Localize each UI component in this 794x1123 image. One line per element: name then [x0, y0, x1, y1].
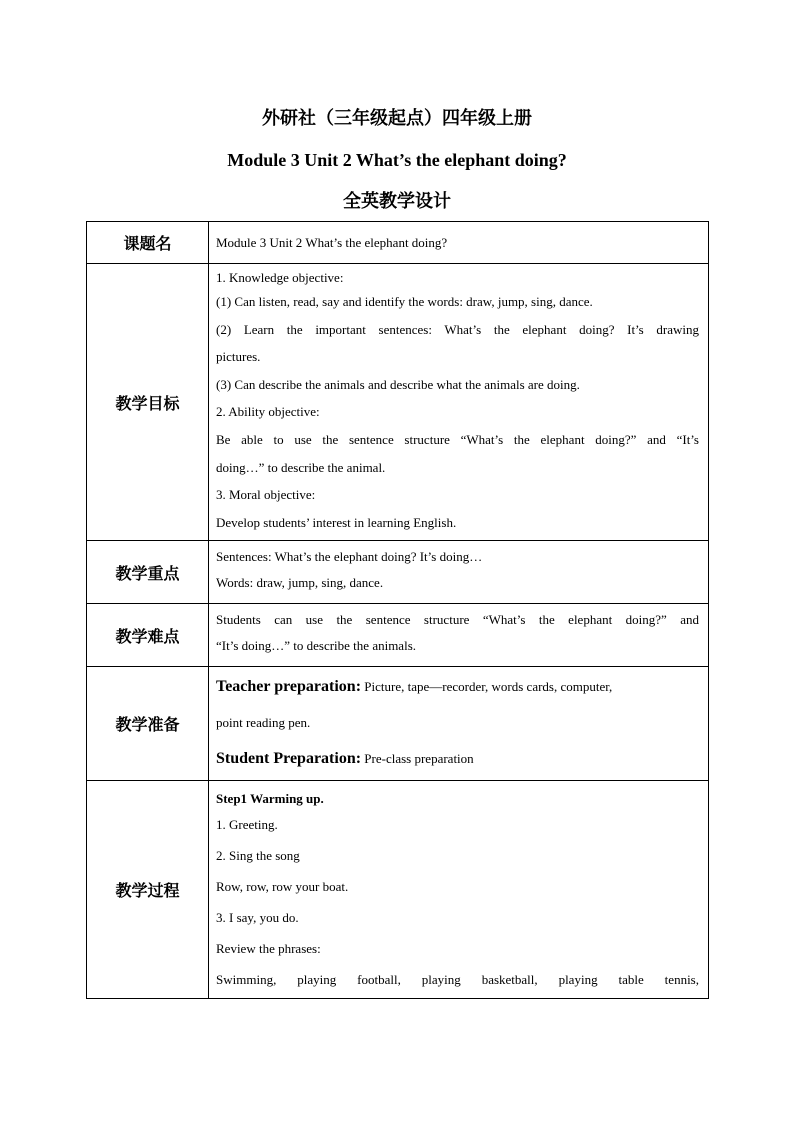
objective-line: (3) Can describe the animals and describe what the animals are doing. — [216, 376, 580, 392]
objective-line: doing…” to describe the animal. — [216, 459, 386, 475]
page-title-chinese: 外研社（三年级起点）四年级上册 — [262, 108, 532, 129]
process-cell — [209, 781, 709, 999]
student-preparation-label: Student Preparation: — [216, 750, 362, 767]
process-line: Review the phrases: — [216, 941, 321, 956]
objective-line: 1. Knowledge objective: — [216, 270, 344, 285]
objective-line: (2) Learn the important sentences: What’s the elephant doing? It’s drawing — [216, 321, 699, 337]
objective-line: Develop students’ interest in learning English. — [216, 514, 457, 530]
objective-line: Be able to use the sentence structure “What’s the elephant doing?” and “It’s — [216, 431, 699, 447]
student-preparation-line — [216, 747, 699, 771]
difficult-point-line: “It’s doing…” to describe the animals. — [216, 638, 417, 653]
difficult-point-line: Students can use the sentence structure “What’s the elephant doing?” and — [216, 612, 699, 627]
table-row-key-points — [87, 541, 709, 604]
row-label-topic: 课题名 — [87, 222, 209, 264]
table-row-difficult-points — [87, 604, 709, 667]
key-point-line: Words: draw, jump, sing, dance. — [216, 575, 384, 590]
teacher-preparation-line-2: point reading pen. — [216, 715, 311, 730]
objective-line: 3. Moral objective: — [216, 487, 316, 503]
topic-cell — [209, 222, 709, 264]
preparation-cell — [209, 667, 709, 781]
objective-line: 2. Ability objective: — [216, 404, 320, 420]
process-line: 3. I say, you do. — [216, 910, 299, 925]
key-points-cell — [209, 541, 709, 604]
key-point-line: Sentences: What’s the elephant doing? It’s doing… — [216, 549, 483, 564]
row-label-key-points: 教学重点 — [87, 541, 209, 604]
page-subtitle: 全英教学设计 — [343, 191, 451, 212]
objective-line: pictures. — [216, 349, 261, 365]
page-title-english: Module 3 Unit 2 What’s the elephant doing? — [227, 150, 567, 170]
process-line: 2. Sing the song — [216, 848, 300, 863]
process-line: Row, row, row your boat. — [216, 879, 349, 894]
row-label-difficult-points: 教学难点 — [87, 604, 209, 667]
process-line: 1. Greeting. — [216, 817, 278, 832]
table-row-process — [87, 781, 709, 999]
difficult-points-cell — [209, 604, 709, 667]
row-label-preparation: 教学准备 — [87, 667, 209, 781]
teacher-preparation-line — [216, 675, 699, 699]
process-step-title: Step1 Warming up. — [216, 791, 324, 806]
student-preparation-text: Pre-class preparation — [361, 751, 474, 766]
row-label-objectives: 教学目标 — [87, 264, 209, 541]
table-row-topic — [87, 222, 709, 264]
objectives-cell — [209, 264, 709, 541]
topic-text: Module 3 Unit 2 What’s the elephant doing? — [216, 234, 448, 250]
table-row-preparation — [87, 667, 709, 781]
process-line: Swimming, playing football, playing basketball, playing table tennis, — [216, 972, 699, 987]
objective-line: (1) Can listen, read, say and identify the words: draw, jump, sing, dance. — [216, 294, 593, 309]
lesson-plan-table — [86, 221, 709, 999]
table-row-objectives — [87, 264, 709, 541]
row-label-process: 教学过程 — [87, 781, 209, 999]
teacher-preparation-text: Picture, tape—recorder, words cards, computer, — [361, 679, 613, 694]
teacher-preparation-label: Teacher preparation: — [216, 678, 362, 695]
